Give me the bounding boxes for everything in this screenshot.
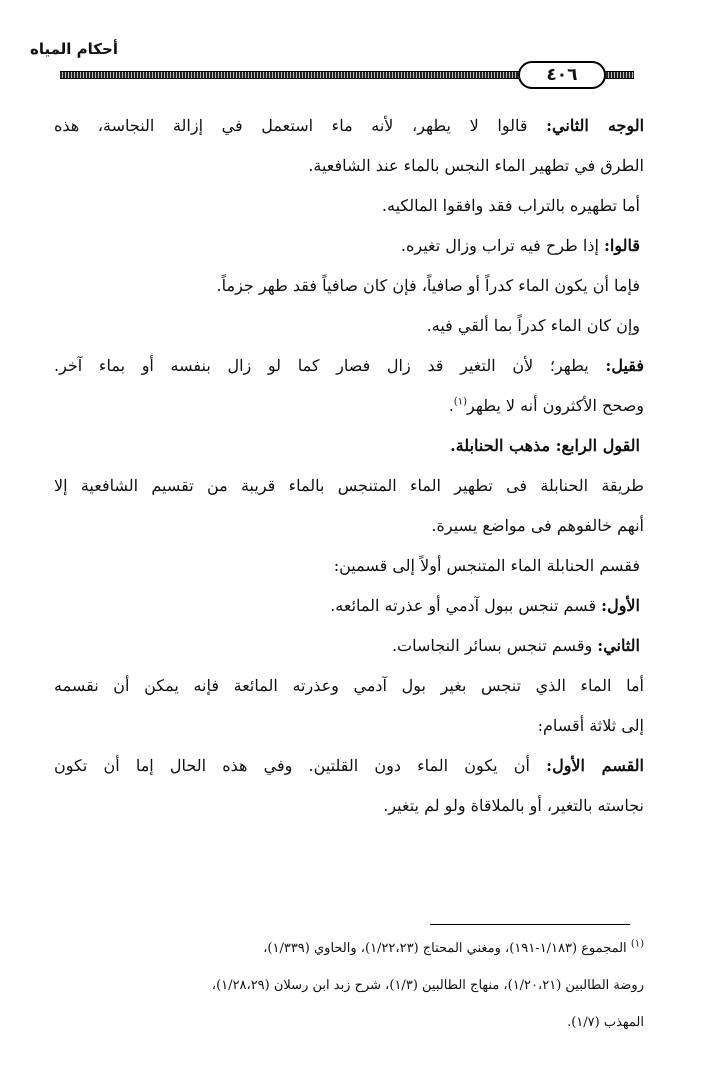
footnote-line [54,930,644,967]
text-span: يطهر؛ لأن التغير قد زال فصار كما لو زال بنفسه أو بماء آخر. [54,356,606,375]
text-span: قسم تنجس ببول آدمي أو عذرته المائعه. [330,596,602,615]
text-line: نجاسته بالتغير، أو بالملاقاة ولو لم يتغير. [383,796,644,815]
text-span: إذا طرح فيه تراب وزال تغيره. [400,236,604,255]
text-line [54,586,644,626]
footnote-marker: (١) [630,938,644,950]
paragraph-label: الأول: [601,596,640,615]
text-line: فإما أن يكون الماء كدراً أو صافياً، فإن كان صافياً فقد طهر جزماً. [216,276,640,295]
footnote-line: روضة الطالبين (١/٢٠،٢١)، منهاج الطالبين (١/٣)، شرح زبد ابن رسلان (١/٢٨،٢٩)، [211,978,644,993]
paragraph-label: فقيل: [605,356,644,375]
text-line: فقسم الحنابلة الماء المتنجس أولاً إلى قسمين: [333,556,640,575]
text-span: أن يكون الماء دون القلتين. وفي هذه الحال إما أن تكون [54,756,547,775]
text-line [54,226,644,266]
text-span: وقسم تنجس بسائر النجاسات. [391,636,598,655]
paragraph-label: الثاني: [597,636,640,655]
paragraph-label: القسم الأول: [546,756,644,775]
footnote-line: المهذب (١/٧). [567,1015,644,1030]
text-line: الطرق في تطهير الماء النجس بالماء عند الشافعية. [308,156,644,175]
text-line [54,386,644,426]
text-span: وصحح الأكثرون أنه لا يطهر [466,396,644,415]
section-heading [54,426,644,466]
text-line [54,346,644,386]
text-line [54,106,644,146]
text-line: طريقة الحنابلة فى تطهير الماء المتنجس بالماء قريبة من تقسيم الشافعية إلا [54,476,644,495]
text-line: وإن كان الماء كدراً بما ألقي فيه. [426,316,640,335]
text-line: أما تطهيره بالتراب فقد وافقوا المالكيه. [381,196,640,215]
text-span: قالوا لا يطهر، لأنه ماء استعمل في إزالة النجاسة، هذه [54,116,547,135]
text-line: أنهم خالفوهم فى مواضع يسيرة. [431,516,644,535]
footnotes [54,930,644,1041]
text-line [54,626,644,666]
body-text [54,106,644,826]
text-line [54,746,644,786]
footnote-text: المجموع (١/١٨٣-١٩١)، ومغني المحتاج (١/٢٢،٢٣)، والحاوي (١/٣٣٩)، [263,941,631,956]
footnote-separator [430,924,630,925]
page-number: ٤٠٦ [518,61,606,89]
text-line: إلى ثلاثة أقسام: [537,716,644,735]
running-header-title: أحكام المياه [30,40,118,58]
paragraph-label: قالوا: [603,236,640,255]
section-heading-text: القول الرابع: مذهب الحنابلة. [450,436,640,455]
text-line: أما الماء الذي تنجس بغير بول آدمي وعذرته المائعة فإنه يمكن أن نقسمه [54,676,644,695]
period: . [448,396,454,415]
footnote-reference[interactable]: (١) [453,396,467,408]
paragraph-label: الوجه الثاني: [546,116,644,135]
